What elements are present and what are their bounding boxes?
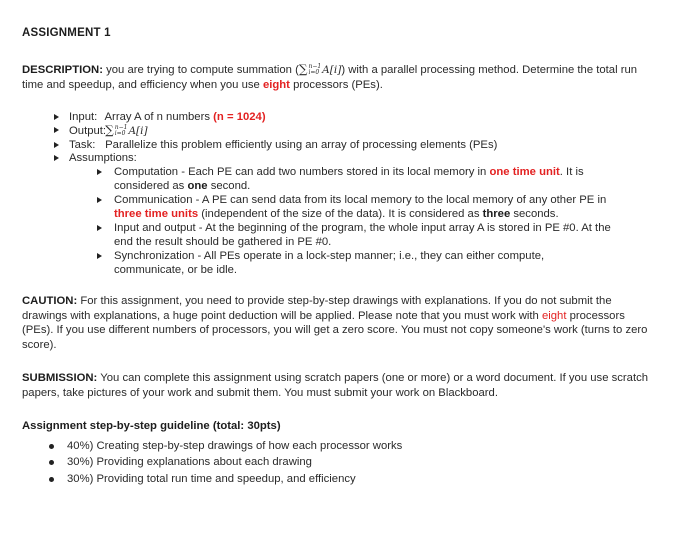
caution-label: CAUTION: (22, 295, 78, 308)
caution-highlight: eight (541, 309, 567, 322)
list-item-assumptions: Assumptions: Computation - Each PE can add two numbers stored in its local memory in one time unit. It is considered as one second. Communication - A PE can send data from its local memory to the local memory of any other PE in three time units (independent of the size of the data). It is considered as three seconds. Input and output - At the beginning of the program, the whole input array A is stored in PE #0. At the end the result should be gathered in PE #0. Synchronization - All PEs operate in a lock-step manner; i.e., they can either compute, communicate, or be idle. (22, 152, 653, 277)
assumptions-list (69, 166, 653, 277)
description-paragraph: DESCRIPTION: you are trying to compute summation (∑n−1 i=0 A[i]) with a parallel processing method. Determine the total run time and speedup, and efficiency when you use eight processors (PEs). (22, 62, 638, 91)
page-title: ASSIGNMENT 1 (22, 27, 111, 39)
guideline-list (22, 438, 653, 488)
guideline-item: 40%) Creating step-by-step drawings of how each processor works (22, 438, 653, 455)
submission-label: SUBMISSION: (22, 372, 98, 385)
input-size-highlight: (n = 1024) (213, 111, 266, 123)
summation-formula: ∑n−1 i=0 A[i] (298, 62, 342, 76)
submission-paragraph: SUBMISSION: You can complete this assignment using scratch papers (one or more) or a word document. If you use scratch papers, take pictures of your work and submit them. You must submit your work on Blackboard. (22, 372, 649, 399)
list-item-input: Input: Array A of n numbers (n = 1024) (22, 111, 653, 124)
assumption-computation: Computation - Each PE can add two numbers stored in its local memory in one time unit. It is considered as one second. (69, 166, 614, 193)
description-label: DESCRIPTION: (22, 64, 103, 76)
assumption-sync: Synchronization - All PEs operate in a lock-step manner; i.e., they can either compute, communicate, or be idle. (69, 250, 614, 277)
spec-list (22, 111, 653, 277)
guideline-item: 30%) Providing explanations about each drawing (22, 454, 653, 471)
list-item-output: Output: ∑n−1 i=0 A[i] (22, 124, 653, 138)
guideline-item: 30%) Providing total run time and speedup, and efficiency (22, 471, 653, 488)
output-formula: ∑n−1 i=0 A[i] (105, 123, 148, 138)
guideline-heading: Assignment step-by-step guideline (total: 30pts) (22, 420, 281, 433)
processor-count-highlight: eight (262, 78, 290, 91)
caution-paragraph: CAUTION: For this assignment, you need to provide step-by-step drawings with explanations. If you do not submit the drawings with explanations, a huge point deduction will be applied. Please note that you must work with eight processors (PEs). If you use different numbers of processors, you will get a zero score. You must not copy someone's work (turns to zero score). (22, 295, 648, 351)
assumption-communication: Communication - A PE can send data from its local memory to the local memory of any other PE in three time units (independent of the size of the data). It is considered as three seconds. (69, 194, 614, 221)
list-item-task: Task: Parallelize this problem efficiently using an array of processing elements (PEs) (22, 139, 653, 152)
assumption-io: Input and output - At the beginning of the program, the whole input array A is stored in PE #0. At the end the result should be gathered in PE #0. (69, 222, 614, 249)
